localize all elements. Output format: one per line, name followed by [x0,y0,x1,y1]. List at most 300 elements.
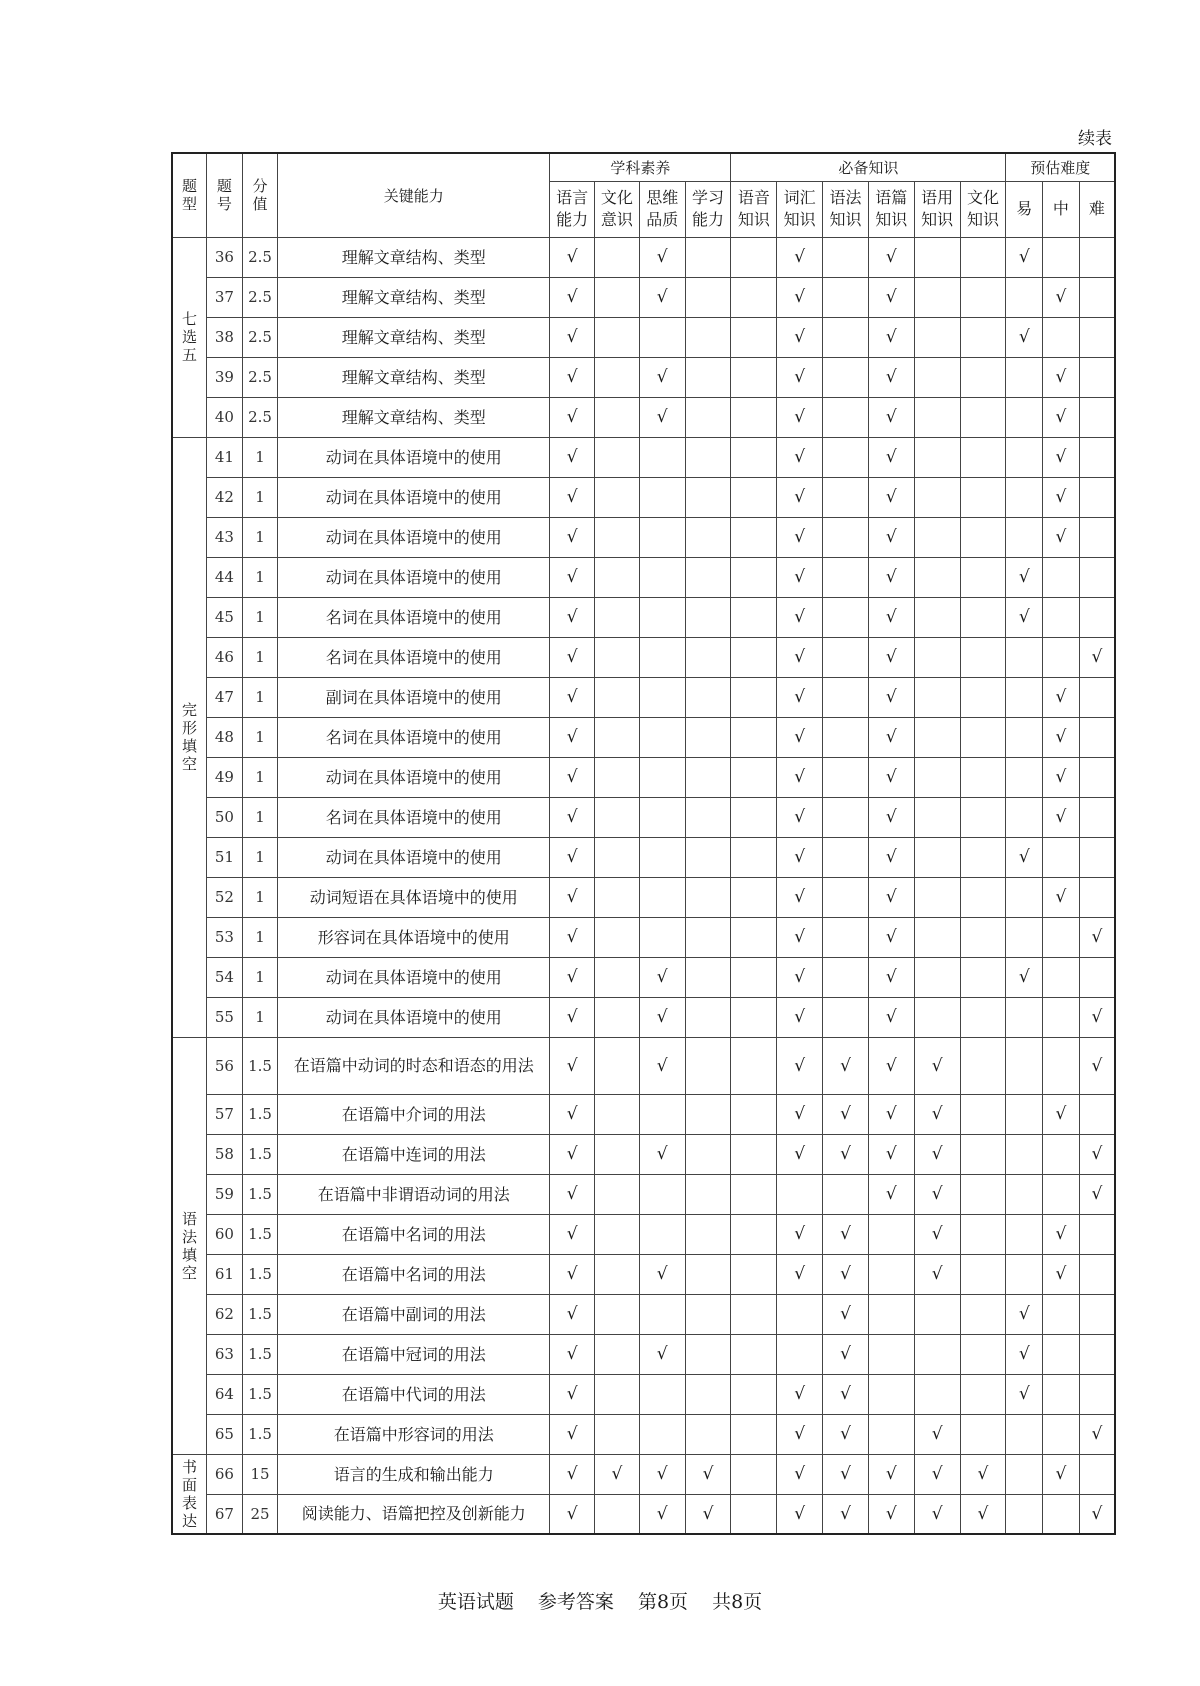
question-number: 62 [207,1294,243,1334]
score-value: 1.5 [242,1334,278,1374]
header-sub-5: 词汇知识 [777,181,823,237]
empty-cell [685,997,731,1037]
empty-cell [960,957,1006,997]
header-sub-8: 语用知识 [914,181,960,237]
empty-cell [731,917,777,957]
table-row [172,1374,1115,1414]
empty-cell [823,477,869,517]
check-mark-cell: √ [639,1254,685,1294]
check-mark-cell: √ [777,837,823,877]
check-mark-cell: √ [1043,477,1080,517]
check-mark-cell: √ [1006,1334,1043,1374]
check-mark-cell: √ [550,1414,595,1454]
check-mark-cell: √ [550,837,595,877]
empty-cell [639,1294,685,1334]
score-value: 1 [242,557,278,597]
ability-text: 理解文章结构、类型 [278,317,550,357]
empty-cell [1079,1454,1115,1494]
check-mark-cell: √ [777,1254,823,1294]
score-value: 2.5 [242,277,278,317]
empty-cell [731,317,777,357]
check-mark-cell: √ [777,357,823,397]
empty-cell [868,1294,914,1334]
empty-cell [1006,357,1043,397]
empty-cell [639,1414,685,1454]
check-mark-cell: √ [914,1454,960,1494]
empty-cell [1006,877,1043,917]
empty-cell [595,237,640,277]
empty-cell [960,1214,1006,1254]
empty-cell [685,1094,731,1134]
empty-cell [868,1214,914,1254]
question-number: 47 [207,677,243,717]
empty-cell [685,517,731,557]
empty-cell [914,1334,960,1374]
empty-cell [1006,1414,1043,1454]
question-number: 39 [207,357,243,397]
empty-cell [914,917,960,957]
empty-cell [685,637,731,677]
empty-cell [685,1214,731,1254]
check-mark-cell: √ [550,917,595,957]
empty-cell [1043,1374,1080,1414]
check-mark-cell: √ [1043,1254,1080,1294]
check-mark-cell: √ [550,717,595,757]
empty-cell [1006,1134,1043,1174]
score-value: 1.5 [242,1174,278,1214]
empty-cell [685,877,731,917]
score-value: 1.5 [242,1037,278,1094]
empty-cell [685,1414,731,1454]
empty-cell [1006,637,1043,677]
empty-cell [685,1294,731,1334]
empty-cell [685,1134,731,1174]
check-mark-cell: √ [868,1094,914,1134]
score-value: 1.5 [242,1134,278,1174]
table-row [172,437,1115,477]
check-mark-cell: √ [777,277,823,317]
header-sub-1: 文化意识 [595,181,640,237]
check-mark-cell: √ [550,1374,595,1414]
check-mark-cell: √ [550,517,595,557]
ability-text: 动词在具体语境中的使用 [278,437,550,477]
check-mark-cell: √ [823,1214,869,1254]
check-mark-cell: √ [777,957,823,997]
check-mark-cell: √ [777,237,823,277]
empty-cell [960,1174,1006,1214]
table-row [172,1494,1115,1534]
answer-analysis-table [171,152,1116,1535]
empty-cell [1006,1254,1043,1294]
empty-cell [731,637,777,677]
check-mark-cell: √ [777,1414,823,1454]
check-mark-cell: √ [595,1454,640,1494]
question-number: 59 [207,1174,243,1214]
check-mark-cell: √ [868,477,914,517]
empty-cell [823,1174,869,1214]
check-mark-cell: √ [550,797,595,837]
check-mark-cell: √ [639,1134,685,1174]
check-mark-cell: √ [777,437,823,477]
section-label: 完形填空 [172,437,207,1037]
check-mark-cell: √ [550,877,595,917]
header-score: 分值 [242,153,278,237]
empty-cell [914,437,960,477]
empty-cell [731,1494,777,1534]
ability-text: 在语篇中代词的用法 [278,1374,550,1414]
empty-cell [685,1174,731,1214]
empty-cell [731,717,777,757]
empty-cell [639,437,685,477]
empty-cell [960,437,1006,477]
empty-cell [685,317,731,357]
score-value: 1.5 [242,1374,278,1414]
check-mark-cell: √ [1043,1094,1080,1134]
table-row [172,597,1115,637]
table-row [172,1294,1115,1334]
table-row [172,1037,1115,1094]
check-mark-cell: √ [960,1454,1006,1494]
check-mark-cell: √ [1006,1294,1043,1334]
empty-cell [914,1374,960,1414]
score-value: 1 [242,637,278,677]
check-mark-cell: √ [868,637,914,677]
score-value: 1 [242,477,278,517]
question-number: 53 [207,917,243,957]
check-mark-cell: √ [1006,957,1043,997]
check-mark-cell: √ [550,1094,595,1134]
empty-cell [595,997,640,1037]
empty-cell [595,477,640,517]
empty-cell [868,1334,914,1374]
question-number: 42 [207,477,243,517]
empty-cell [685,397,731,437]
question-number: 52 [207,877,243,917]
check-mark-cell: √ [777,637,823,677]
empty-cell [1079,877,1115,917]
empty-cell [823,677,869,717]
check-mark-cell: √ [550,997,595,1037]
empty-cell [731,477,777,517]
check-mark-cell: √ [868,1037,914,1094]
ability-text: 动词短语在具体语境中的使用 [278,877,550,917]
ability-text: 理解文章结构、类型 [278,277,550,317]
table-row [172,1134,1115,1174]
score-value: 15 [242,1454,278,1494]
ability-text: 理解文章结构、类型 [278,357,550,397]
ability-text: 动词在具体语境中的使用 [278,557,550,597]
empty-cell [823,237,869,277]
check-mark-cell: √ [639,277,685,317]
question-number: 54 [207,957,243,997]
empty-cell [1043,1134,1080,1174]
ability-text: 在语篇中介词的用法 [278,1094,550,1134]
ability-text: 在语篇中副词的用法 [278,1294,550,1334]
check-mark-cell: √ [777,1214,823,1254]
check-mark-cell: √ [868,357,914,397]
header-ability: 关键能力 [278,153,550,237]
empty-cell [960,837,1006,877]
empty-cell [914,757,960,797]
table-row [172,557,1115,597]
check-mark-cell: √ [914,1094,960,1134]
empty-cell [914,677,960,717]
empty-cell [595,437,640,477]
empty-cell [1079,1334,1115,1374]
empty-cell [685,717,731,757]
empty-cell [914,717,960,757]
check-mark-cell: √ [777,397,823,437]
question-number: 46 [207,637,243,677]
header-group-difficulty: 预估难度 [1006,153,1115,181]
empty-cell [731,1414,777,1454]
section-label: 七选五 [172,237,207,437]
check-mark-cell: √ [868,1454,914,1494]
empty-cell [639,877,685,917]
empty-cell [639,1174,685,1214]
check-mark-cell: √ [1006,1374,1043,1414]
empty-cell [731,797,777,837]
empty-cell [1043,637,1080,677]
check-mark-cell: √ [550,437,595,477]
empty-cell [685,477,731,517]
empty-cell [639,677,685,717]
check-mark-cell: √ [550,677,595,717]
question-number: 44 [207,557,243,597]
empty-cell [595,797,640,837]
table-row [172,797,1115,837]
table-row [172,637,1115,677]
table-row [172,1334,1115,1374]
empty-cell [685,797,731,837]
score-value: 1 [242,957,278,997]
page-footer [0,1587,1200,1614]
question-number: 38 [207,317,243,357]
empty-cell [1006,1214,1043,1254]
question-number: 64 [207,1374,243,1414]
empty-cell [914,557,960,597]
empty-cell [731,1254,777,1294]
check-mark-cell: √ [639,397,685,437]
empty-cell [914,277,960,317]
header-sub-4: 语音知识 [731,181,777,237]
empty-cell [1079,1294,1115,1334]
empty-cell [685,1334,731,1374]
table-row [172,317,1115,357]
check-mark-cell: √ [960,1494,1006,1534]
footer-subject: 英语试题 [437,1591,514,1613]
empty-cell [960,917,1006,957]
question-number: 36 [207,237,243,277]
table-row [172,1454,1115,1494]
check-mark-cell: √ [777,517,823,557]
empty-cell [731,597,777,637]
empty-cell [960,1134,1006,1174]
ability-text: 在语篇中动词的时态和语态的用法 [278,1037,550,1094]
check-mark-cell: √ [868,1174,914,1214]
check-mark-cell: √ [550,1174,595,1214]
check-mark-cell: √ [1043,677,1080,717]
header-sub-6: 语法知识 [823,181,869,237]
score-value: 1.5 [242,1214,278,1254]
empty-cell [1079,517,1115,557]
empty-cell [823,317,869,357]
empty-cell [823,717,869,757]
empty-cell [685,757,731,797]
score-value: 1 [242,717,278,757]
ability-text: 动词在具体语境中的使用 [278,477,550,517]
empty-cell [685,917,731,957]
empty-cell [1006,517,1043,557]
check-mark-cell: √ [777,477,823,517]
empty-cell [960,1334,1006,1374]
empty-cell [1043,1294,1080,1334]
check-mark-cell: √ [868,277,914,317]
check-mark-cell: √ [1006,237,1043,277]
question-number: 51 [207,837,243,877]
empty-cell [914,597,960,637]
table-row [172,677,1115,717]
empty-cell [595,757,640,797]
ability-text: 名词在具体语境中的使用 [278,717,550,757]
empty-cell [1079,677,1115,717]
question-number: 49 [207,757,243,797]
empty-cell [823,837,869,877]
ability-text: 动词在具体语境中的使用 [278,997,550,1037]
question-number: 56 [207,1037,243,1094]
question-number: 55 [207,997,243,1037]
table-row [172,957,1115,997]
empty-cell [960,397,1006,437]
ability-text: 理解文章结构、类型 [278,397,550,437]
score-value: 1 [242,997,278,1037]
empty-cell [639,517,685,557]
header-sub-11: 中 [1043,181,1080,237]
empty-cell [685,437,731,477]
check-mark-cell: √ [823,1254,869,1294]
check-mark-cell: √ [777,557,823,597]
table-row [172,477,1115,517]
empty-cell [1043,957,1080,997]
empty-cell [1043,237,1080,277]
check-mark-cell: √ [868,597,914,637]
empty-cell [1006,1094,1043,1134]
empty-cell [595,277,640,317]
footer-page: 第8页 [637,1591,689,1613]
check-mark-cell: √ [823,1454,869,1494]
question-number: 48 [207,717,243,757]
empty-cell [1043,837,1080,877]
empty-cell [685,957,731,997]
section-label: 书面表达 [172,1454,207,1534]
check-mark-cell: √ [868,677,914,717]
ability-text: 在语篇中名词的用法 [278,1214,550,1254]
empty-cell [823,557,869,597]
question-number: 45 [207,597,243,637]
check-mark-cell: √ [550,597,595,637]
score-value: 1 [242,677,278,717]
empty-cell [1079,757,1115,797]
check-mark-cell: √ [777,917,823,957]
table-row [172,277,1115,317]
empty-cell [1079,437,1115,477]
empty-cell [1079,797,1115,837]
empty-cell [914,477,960,517]
empty-cell [731,397,777,437]
empty-cell [1006,1494,1043,1534]
check-mark-cell: √ [1043,1214,1080,1254]
score-value: 1 [242,877,278,917]
check-mark-cell: √ [777,717,823,757]
empty-cell [1006,997,1043,1037]
empty-cell [1079,1254,1115,1294]
check-mark-cell: √ [639,957,685,997]
empty-cell [639,317,685,357]
check-mark-cell: √ [550,1454,595,1494]
empty-cell [960,1414,1006,1454]
empty-cell [595,637,640,677]
empty-cell [960,1374,1006,1414]
empty-cell [1043,1414,1080,1454]
check-mark-cell: √ [823,1134,869,1174]
check-mark-cell: √ [550,1294,595,1334]
empty-cell [1079,277,1115,317]
empty-cell [685,557,731,597]
table-row [172,917,1115,957]
check-mark-cell: √ [1043,757,1080,797]
empty-cell [914,317,960,357]
empty-cell [731,1334,777,1374]
score-value: 2.5 [242,357,278,397]
empty-cell [960,557,1006,597]
empty-cell [685,837,731,877]
empty-cell [868,1254,914,1294]
check-mark-cell: √ [868,797,914,837]
question-number: 63 [207,1334,243,1374]
empty-cell [731,517,777,557]
ability-text: 动词在具体语境中的使用 [278,517,550,557]
empty-cell [639,1374,685,1414]
check-mark-cell: √ [550,637,595,677]
empty-cell [731,1094,777,1134]
empty-cell [823,917,869,957]
empty-cell [914,397,960,437]
empty-cell [731,757,777,797]
header-sub-12: 难 [1079,181,1115,237]
empty-cell [960,877,1006,917]
empty-cell [595,677,640,717]
empty-cell [1006,797,1043,837]
check-mark-cell: √ [777,1094,823,1134]
empty-cell [960,317,1006,357]
empty-cell [960,797,1006,837]
table-row [172,1254,1115,1294]
empty-cell [1043,997,1080,1037]
question-number: 37 [207,277,243,317]
ability-text: 形容词在具体语境中的使用 [278,917,550,957]
check-mark-cell: √ [777,677,823,717]
check-mark-cell: √ [868,317,914,357]
footer-answer: 参考答案 [537,1591,614,1613]
check-mark-cell: √ [1006,597,1043,637]
question-number: 65 [207,1414,243,1454]
empty-cell [960,237,1006,277]
check-mark-cell: √ [1043,797,1080,837]
check-mark-cell: √ [1006,317,1043,357]
empty-cell [639,477,685,517]
ability-text: 名词在具体语境中的使用 [278,797,550,837]
empty-cell [914,837,960,877]
